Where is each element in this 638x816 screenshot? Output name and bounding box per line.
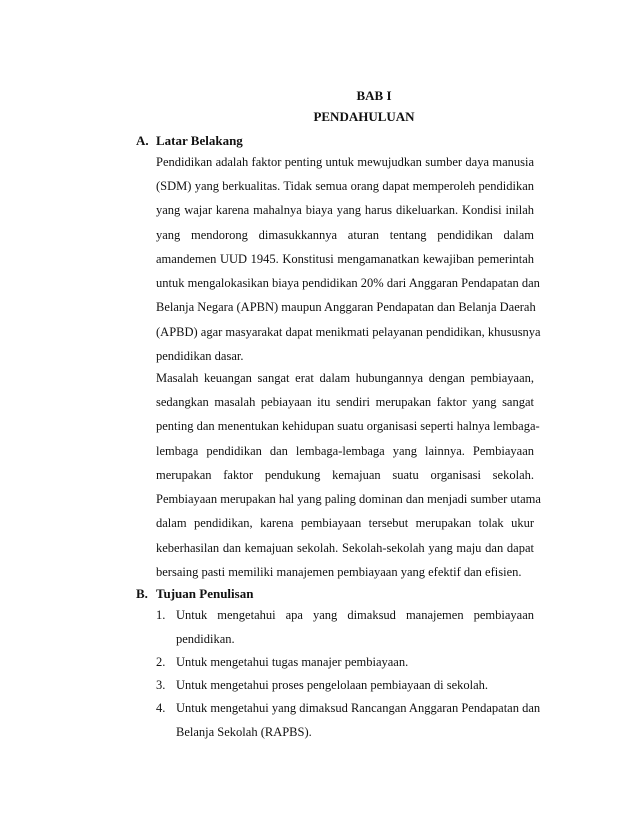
chapter-title: PENDAHULUAN (313, 109, 415, 124)
list-item-number: 3. (156, 678, 166, 692)
paragraph-line: bersaing pasti memiliki manajemen pembiayaan yang efektif dan efisien. (156, 565, 522, 579)
list-item-number: 1. (156, 608, 166, 622)
paragraph-line: (SDM) yang berkualitas. Tidak semua orang dapat memperoleh pendidikan (156, 179, 534, 193)
paragraph-line: keberhasilan dan kemajuan sekolah. Sekolah-sekolah yang maju dan dapat (156, 541, 534, 555)
list-item-line: Untuk mengetahui tugas manajer pembiayaan. (176, 655, 409, 669)
paragraph-line: amandemen UUD 1945. Konstitusi mengamanatkan kewajiban pemerintah (156, 252, 534, 266)
paragraph-line: untuk mengalokasikan biaya pendidikan 20% dari Anggaran Pendapatan dan (156, 276, 540, 290)
list-item-line: Belanja Sekolah (RAPBS). (176, 725, 312, 739)
section-b-heading (136, 586, 253, 602)
section-b-title: Tujuan Penulisan (156, 586, 254, 601)
section-a-title: Latar Belakang (156, 133, 243, 148)
chapter-number: BAB I (356, 88, 392, 103)
paragraph-line: lembaga pendidikan dan lembaga-lembaga yang lainnya. Pembiayaan (156, 444, 534, 458)
list-item-line: Untuk mengetahui proses pengelolaan pembiayaan di sekolah. (176, 678, 489, 692)
paragraph-line: dalam pendidikan, karena pembiayaan tersebut merupakan tolak ukur (156, 516, 534, 530)
section-b-letter: B. (136, 586, 148, 601)
paragraph-line: merupakan faktor pendukung kemajuan suatu organisasi sekolah. (156, 468, 534, 482)
paragraph-line: Masalah keuangan sangat erat dalam hubungannya dengan pembiayaan, (156, 371, 534, 385)
list-item-line: pendidikan. (176, 632, 235, 646)
list-item-line: Untuk mengetahui apa yang dimaksud manajemen pembiayaan (176, 608, 534, 622)
paragraph-line: yang mendorong dimasukkannya aturan tentang pendidikan dalam (156, 228, 534, 242)
paragraph-line: sedangkan masalah pebiayaan itu sendiri merupakan faktor yang sangat (156, 395, 534, 409)
paragraph-line: pendidikan dasar. (156, 349, 244, 363)
paragraph-line: (APBD) agar masyarakat dapat menikmati pelayanan pendidikan, khususnya (156, 325, 541, 339)
list-item-number: 2. (156, 655, 166, 669)
paragraph-line: yang wajar karena mahalnya biaya yang harus dikeluarkan. Kondisi inilah (156, 203, 534, 217)
paragraph-line: penting dan menentukan kehidupan suatu organisasi seperti halnya lembaga- (156, 419, 540, 433)
list-item-number: 4. (156, 701, 166, 715)
paragraph-line: Pendidikan adalah faktor penting untuk mewujudkan sumber daya manusia (156, 155, 534, 169)
section-a-letter: A. (136, 133, 149, 148)
section-a-heading (136, 133, 243, 149)
paragraph-line: Pembiayaan merupakan hal yang paling dominan dan menjadi sumber utama (156, 492, 541, 506)
paragraph-line: Belanja Negara (APBN) maupun Anggaran Pendapatan dan Belanja Daerah (156, 300, 536, 314)
list-item-line: Untuk mengetahui yang dimaksud Rancangan Anggaran Pendapatan dan (176, 701, 541, 715)
